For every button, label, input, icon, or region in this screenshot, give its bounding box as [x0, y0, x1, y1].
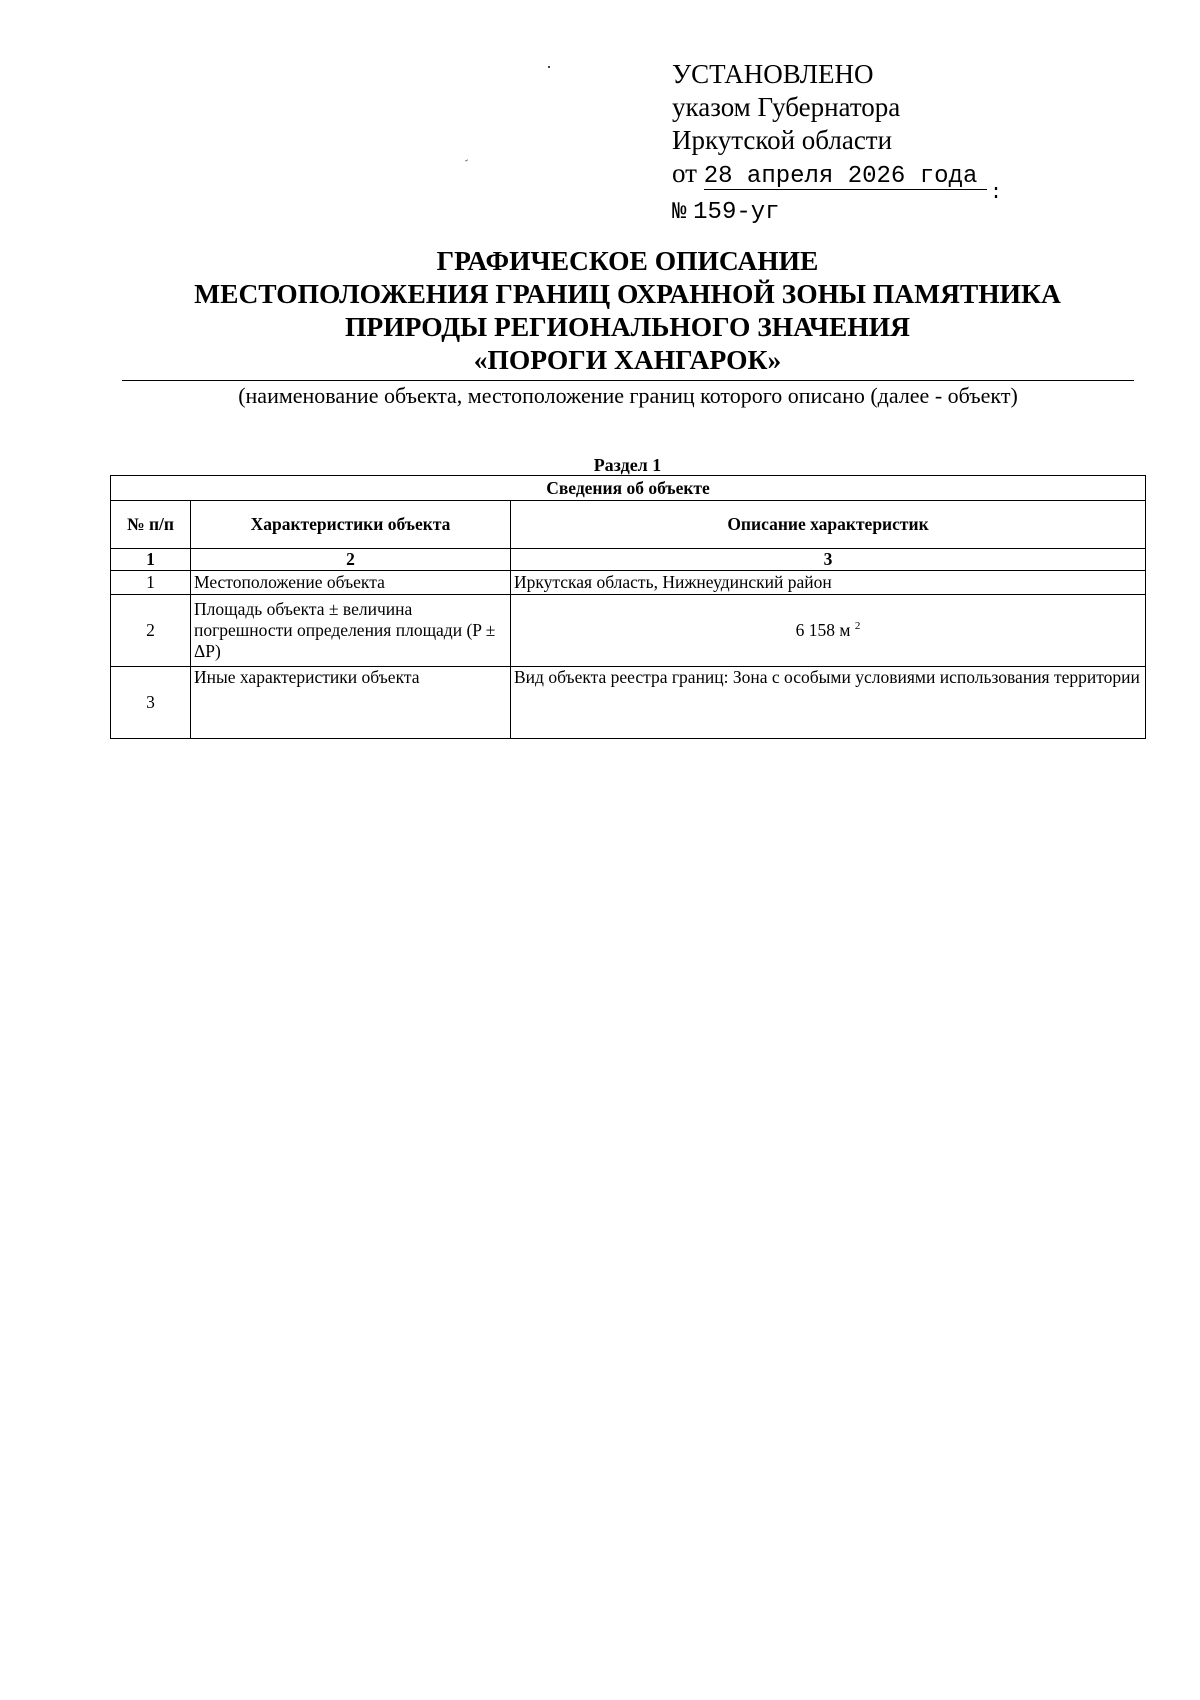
row-num: 3	[111, 667, 191, 739]
row-characteristic: Иные характеристики объекта	[191, 667, 511, 739]
date-underline	[704, 189, 988, 190]
approval-heading: УСТАНОВЛЕНО	[672, 59, 874, 89]
table-row	[111, 571, 1146, 595]
column-number: 2	[191, 549, 511, 571]
row-characteristic: Местоположение объекта	[191, 571, 511, 595]
header-num: № п/п	[111, 501, 191, 549]
title-line-2: МЕСТОПОЛОЖЕНИЯ ГРАНИЦ ОХРАННОЙ ЗОНЫ ПАМЯТНИКА	[194, 278, 1061, 309]
approval-date-line	[672, 157, 977, 193]
title-line-1: ГРАФИЧЕСКОЕ ОПИСАНИЕ	[436, 245, 819, 276]
row-description	[511, 595, 1146, 667]
table-row	[111, 595, 1146, 667]
table-header-row	[111, 501, 1146, 549]
approval-decree: указом Губернатора	[672, 92, 901, 122]
date-field	[704, 157, 978, 193]
header-characteristics: Характеристики объекта	[191, 501, 511, 549]
column-number: 3	[511, 549, 1146, 571]
table-caption-row	[111, 476, 1146, 501]
table-caption: Сведения об объекте	[111, 476, 1146, 501]
area-unit-exponent: 2	[854, 620, 861, 633]
scan-speck	[465, 159, 468, 161]
object-info-table	[110, 475, 1146, 739]
title-line-3: ПРИРОДЫ РЕГИОНАЛЬНОГО ЗНАЧЕНИЯ	[345, 311, 910, 342]
document-title	[110, 244, 1145, 376]
title-note: (наименование объекта, местоположение границ которого описано (далее - объект)	[238, 383, 1018, 408]
row-num: 2	[111, 595, 191, 667]
row-description: Вид объекта реестра границ: Зона с особыми условиями использования территории	[511, 667, 1146, 739]
title-line-4: «ПОРОГИ ХАНГАРОК»	[473, 344, 782, 375]
table-row	[111, 667, 1146, 739]
number-value: 159-уг	[693, 199, 780, 226]
approval-stamp	[672, 58, 977, 229]
scan-speck	[548, 66, 550, 68]
column-number-row	[111, 549, 1146, 571]
section-title: Раздел 1	[593, 455, 662, 475]
header-description: Описание характеристик	[511, 501, 1146, 549]
row-description: Иркутская область, Нижнеудинский район	[511, 571, 1146, 595]
date-prefix: от	[672, 158, 697, 188]
area-value: 6 158 м	[795, 620, 851, 640]
column-number: 1	[111, 549, 191, 571]
row-num: 1	[111, 571, 191, 595]
date-value: 28 апреля 2026 года	[703, 163, 978, 190]
row-characteristic: Площадь объекта ± величина погрешности определения площади (P ± ΔP)	[191, 595, 511, 667]
number-colon: :	[990, 182, 1003, 205]
title-rule	[122, 380, 1134, 381]
approval-region: Иркутской области	[672, 125, 893, 155]
approval-number-line	[672, 193, 977, 229]
number-prefix: №	[672, 199, 687, 226]
